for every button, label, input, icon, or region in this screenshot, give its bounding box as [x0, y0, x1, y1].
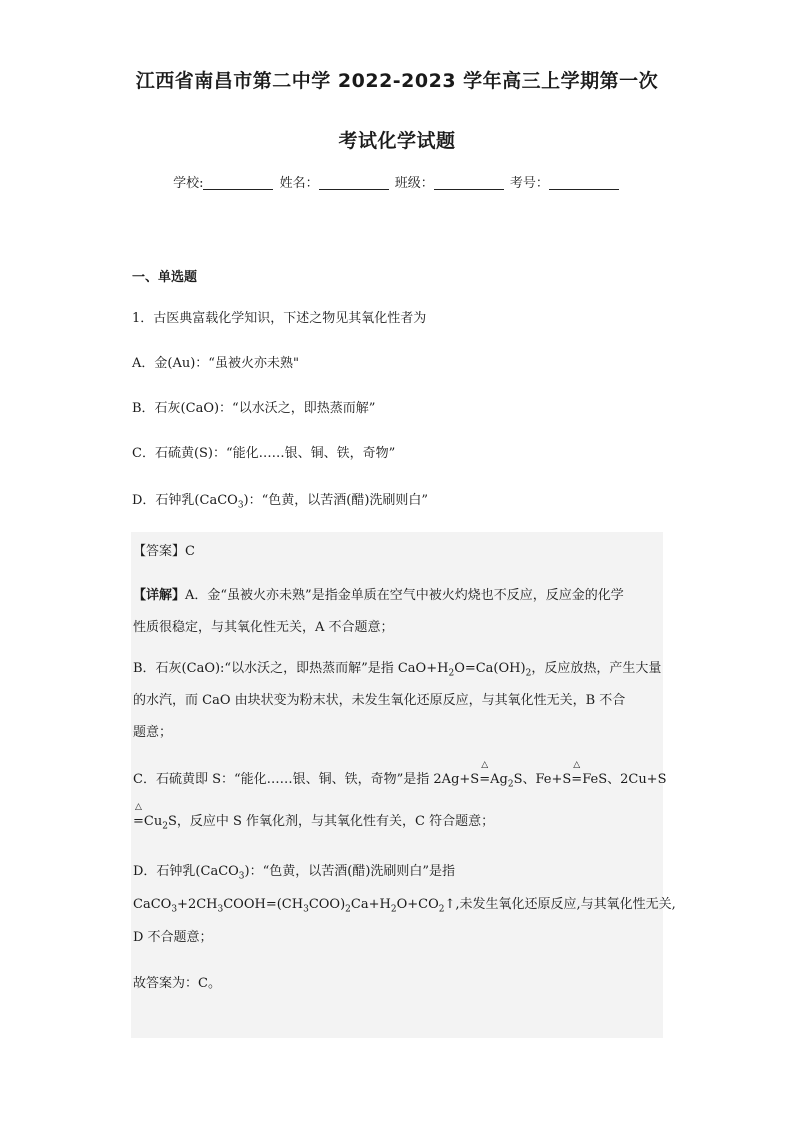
detail-c-line-1 — [133, 760, 667, 790]
option-b: B．石灰(CaO)：“以水沃之，即热蒸而解” — [132, 401, 376, 416]
number-label: 考号： — [509, 176, 549, 191]
student-info-row — [0, 172, 794, 191]
heat-triangle-icon: △ — [481, 760, 489, 770]
eq-sub: 2 — [390, 904, 397, 915]
eq-part: +2CH — [177, 897, 218, 912]
option-d-sub: 3 — [237, 500, 244, 511]
question-stem: 1．古医典富载化学知识，下述之物见其氧化性者为 — [132, 311, 427, 326]
option-d-text-end: )：“色黄，以苦酒(醋)洗刷则白” — [243, 493, 429, 508]
detail-c-cu2-sub: 2 — [162, 821, 168, 832]
detail-c-cu2: Cu — [143, 814, 163, 829]
option-c: C．石硫黄(S)：“能化……银、铜、铁，奇物” — [132, 446, 396, 461]
detail-d-line-3: D 不合题意； — [133, 930, 213, 945]
answer-label: 【答案】C — [133, 544, 195, 559]
section-heading: 一、单选题 — [132, 270, 198, 285]
heat-equals-2 — [571, 760, 583, 787]
detail-d-line-1 — [133, 860, 455, 882]
detail-c-line-2 — [133, 802, 495, 832]
school-blank[interactable] — [203, 175, 273, 190]
detail-b-text-end: ，反应放热，产生大量 — [531, 661, 662, 676]
title-line-1: 江西省南昌市第二中学 2022-2023 学年高三上学期第一次 — [135, 70, 659, 92]
eq-part: ↑,未发生氧化还原反应,与其氧化性无关, — [444, 897, 676, 912]
answer-conclusion: 故答案为：C。 — [133, 976, 221, 991]
option-a: A．金(Au)：“虽被火亦未熟" — [132, 356, 299, 371]
detail-b-formula: O=Ca(OH) — [454, 661, 526, 676]
class-blank[interactable] — [434, 175, 504, 190]
detail-c-ag: Ag — [490, 772, 508, 787]
detail-b-text: B．石灰(CaO):“以水沃之，即热蒸而解”是指 CaO+H — [133, 661, 449, 676]
detail-c-cu: FeS、2Cu+S — [582, 772, 667, 787]
number-blank[interactable] — [549, 175, 619, 190]
detail-a-line-2: 性质很稳定，与其氧化性无关，A 不合题意； — [133, 620, 394, 635]
eq-sub: 2 — [345, 904, 351, 915]
school-label: 学校: — [173, 176, 204, 191]
detail-c-ag-sub: 2 — [507, 779, 514, 790]
eq-sub: 3 — [217, 904, 224, 915]
equals-sign: = — [571, 772, 583, 787]
detail-c-text-end: S，反应中 S 作氧化剂，与其氧化性有关，C 符合题意； — [167, 814, 495, 829]
detail-d-sub: 3 — [238, 871, 245, 882]
title-line-2: 考试化学试题 — [338, 130, 456, 152]
eq-part: Ca+H — [350, 897, 391, 912]
option-d-formula: CaCO — [199, 493, 238, 508]
eq-sub: 3 — [303, 904, 309, 915]
option-d-text: D．石钟乳( — [132, 493, 200, 508]
detail-c-text: C．石硫黄即 S：“能化……银、铜、铁，奇物”是指 2Ag+S — [133, 772, 480, 787]
detail-b-line-1 — [133, 657, 661, 679]
eq-part: CaCO — [133, 897, 172, 912]
heat-equals-3 — [133, 802, 144, 829]
detail-lead: 【详解】 — [133, 588, 186, 603]
eq-sub: 2 — [438, 904, 445, 915]
detail-d-text-end: )：“色黄，以苦酒(醋)洗刷则白”是指 — [244, 864, 456, 879]
detail-a-text-1: A．金“虽被火亦未熟”是指金单质在空气中被火灼烧也不反应，反应金的化学 — [185, 588, 624, 603]
option-d — [132, 489, 428, 511]
eq-part: O+CO — [396, 897, 439, 912]
eq-part: COOH=(CH — [223, 897, 304, 912]
answer-box — [131, 532, 676, 1038]
eq-sub: 3 — [171, 904, 178, 915]
equals-sign: = — [133, 814, 144, 829]
detail-b-sub-1: 2 — [448, 668, 455, 679]
detail-b-line-2: 的水汽，而 CaO 由块状变为粉末状，未发生氧化还原反应，与其氧化性无关，B 不合 — [133, 693, 626, 708]
name-blank[interactable] — [319, 175, 389, 190]
detail-d-text: D．石钟乳(CaCO — [133, 864, 239, 879]
heat-triangle-icon: △ — [134, 802, 142, 812]
heat-equals-1 — [479, 760, 491, 787]
name-label: 姓名： — [279, 176, 319, 191]
detail-d-line-2 — [133, 893, 676, 915]
equals-sign: = — [479, 772, 491, 787]
eq-part: COO) — [308, 897, 346, 912]
heat-triangle-icon: △ — [573, 760, 581, 770]
detail-b-sub-2: 2 — [525, 668, 532, 679]
detail-c-fe: S、Fe+S — [513, 772, 572, 787]
class-label: 班级： — [394, 176, 434, 191]
detail-b-line-3: 题意； — [133, 725, 173, 740]
detail-a-line-1 — [133, 584, 624, 603]
